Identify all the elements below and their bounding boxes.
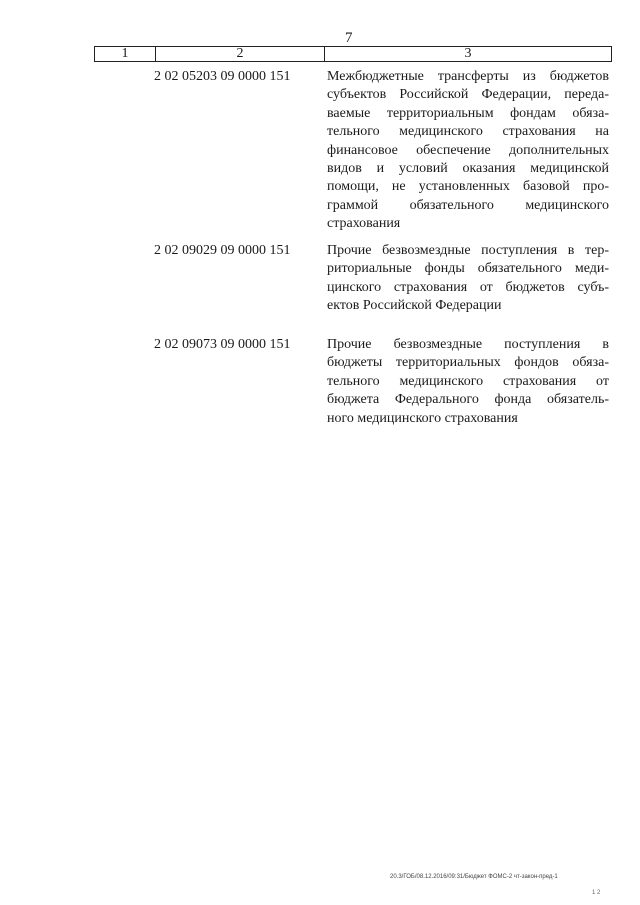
description-line: ного медицинского страхования (327, 410, 518, 426)
description-line: тельного медицинского страхования на (327, 124, 609, 140)
description-line: бюджеты территориальных фондов обяза- (327, 355, 609, 371)
column-header-1: 1 (95, 47, 156, 61)
document-footer: 20.3/ГОБ/08.12.2016/09:31/Бюджет ФОМС-2 чт-закон-пред-1 (390, 874, 558, 880)
description-line: ваемые территориальным фондам обяза- (327, 105, 609, 121)
description-line: риториальные фонды обязательного меди- (327, 261, 609, 277)
description-line: Прочие безвозмездные поступления в тер- (327, 243, 609, 258)
budget-code: 2 02 09029 09 0000 151 (154, 243, 291, 258)
revenue-description (327, 242, 609, 316)
description-line: граммой обязательного медицинского (327, 197, 609, 213)
description-line: страхования (327, 216, 401, 232)
budget-code: 2 02 05203 09 0000 151 (154, 69, 291, 84)
column-header-2: 2 (156, 47, 325, 61)
revenue-description (327, 336, 609, 428)
description-line: цинского страхования от бюджетов субъ- (327, 279, 609, 295)
revenue-description (327, 68, 609, 234)
budget-code: 2 02 09073 09 0000 151 (154, 337, 291, 352)
description-line: помощи, не установленных базовой про- (327, 179, 609, 195)
column-header-row (94, 46, 612, 62)
description-line: ектов Российской Федерации (327, 298, 502, 314)
description-line: Межбюджетные трансферты из бюджетов (327, 69, 609, 84)
description-line: тельного медицинского страхования от (327, 373, 609, 389)
description-line: финансовое обеспечение дополнительных (327, 142, 609, 158)
description-line: субъектов Российской Федерации, переда- (327, 87, 609, 103)
description-line: видов и условий оказания медицинской (327, 161, 609, 177)
column-header-3: 3 (464, 46, 472, 61)
footer-mark: 1 2 (592, 890, 601, 896)
description-line: Прочие безвозмездные поступления в (327, 337, 609, 352)
description-line: бюджета Федерального фонда обязатель- (327, 392, 609, 408)
page-number: 7 (345, 30, 353, 46)
